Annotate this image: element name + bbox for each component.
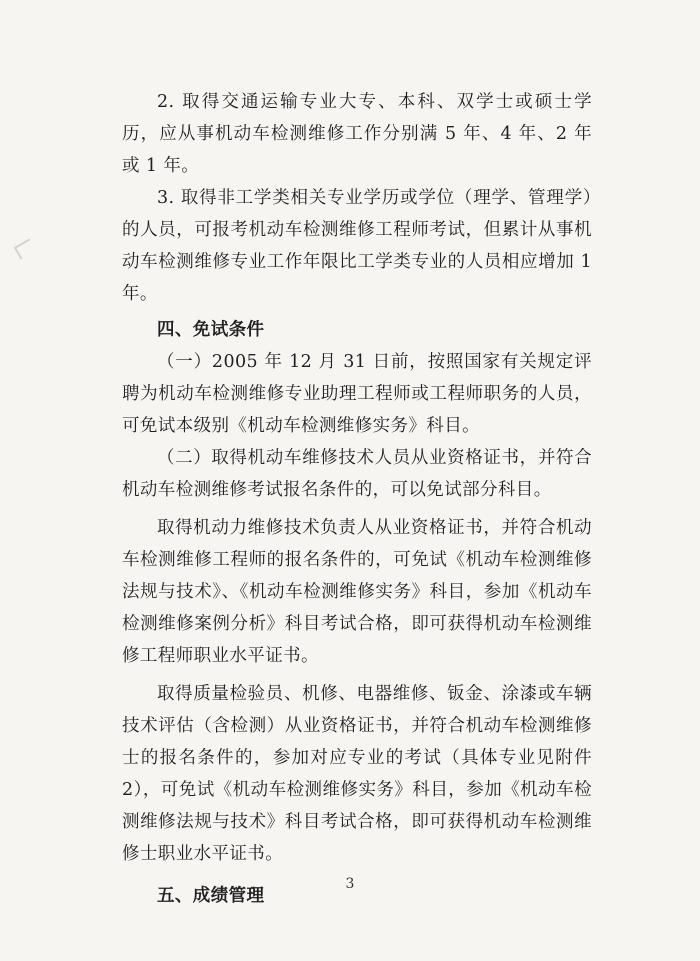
scan-mark	[14, 238, 37, 259]
paragraph-exemption-2: （二）取得机动车维修技术人员从业资格证书，并符合机动车检测维修考试报名条件的，可以免试部分科目。	[122, 448, 592, 500]
section-heading-exemption: 四、免试条件	[157, 320, 265, 340]
paragraph-education-requirement: 2. 取得交通运输专业大专、本科、双学士或硕士学历，应从事机动车检测维修工作分别满 5 年、4 年、2 年或 1 年。	[122, 92, 592, 176]
paragraph-non-engineering-requirement: 3. 取得非工学类相关专业学历或学位（理学、管理学）的人员，可报考机动车检测维修工程师考试，但累计从事机动车检测维修专业工作年限比工学类专业的人员相应增加 1 年。	[122, 188, 592, 304]
body-content	[122, 86, 592, 912]
paragraph-exemption-1: （一）2005 年 12 月 31 日前，按照国家有关规定评聘为机动车检测维修专业助理工程师或工程师职务的人员，可免试本级别《机动车检测维修实务》科目。	[122, 352, 592, 436]
paragraph-engineer-exemption: 取得机动力维修技术负责人从业资格证书，并符合机动车检测维修工程师的报名条件的，可免试《机动车检测维修法规与技术》、《机动车检测维修实务》科目，参加《机动车检测维修案例分析》科目考试合格，即可获得机动车检测维修工程师职业水平证书。	[122, 518, 592, 666]
page-number: 3	[345, 876, 355, 892]
section-heading-score-management: 五、成绩管理	[157, 886, 265, 906]
paragraph-technician-exemption: 取得质量检验员、机修、电器维修、钣金、涂漆或车辆技术评估（含检测）从业资格证书，并符合机动车检测维修士的报名条件的，参加对应专业的考试（具体专业见附件 2），可免试《机动车检测维修实务》科目，参加《机动车检测维修法规与技术》科目考试合格，即可获得机动车检测维修士职业水平证书。	[122, 684, 592, 864]
